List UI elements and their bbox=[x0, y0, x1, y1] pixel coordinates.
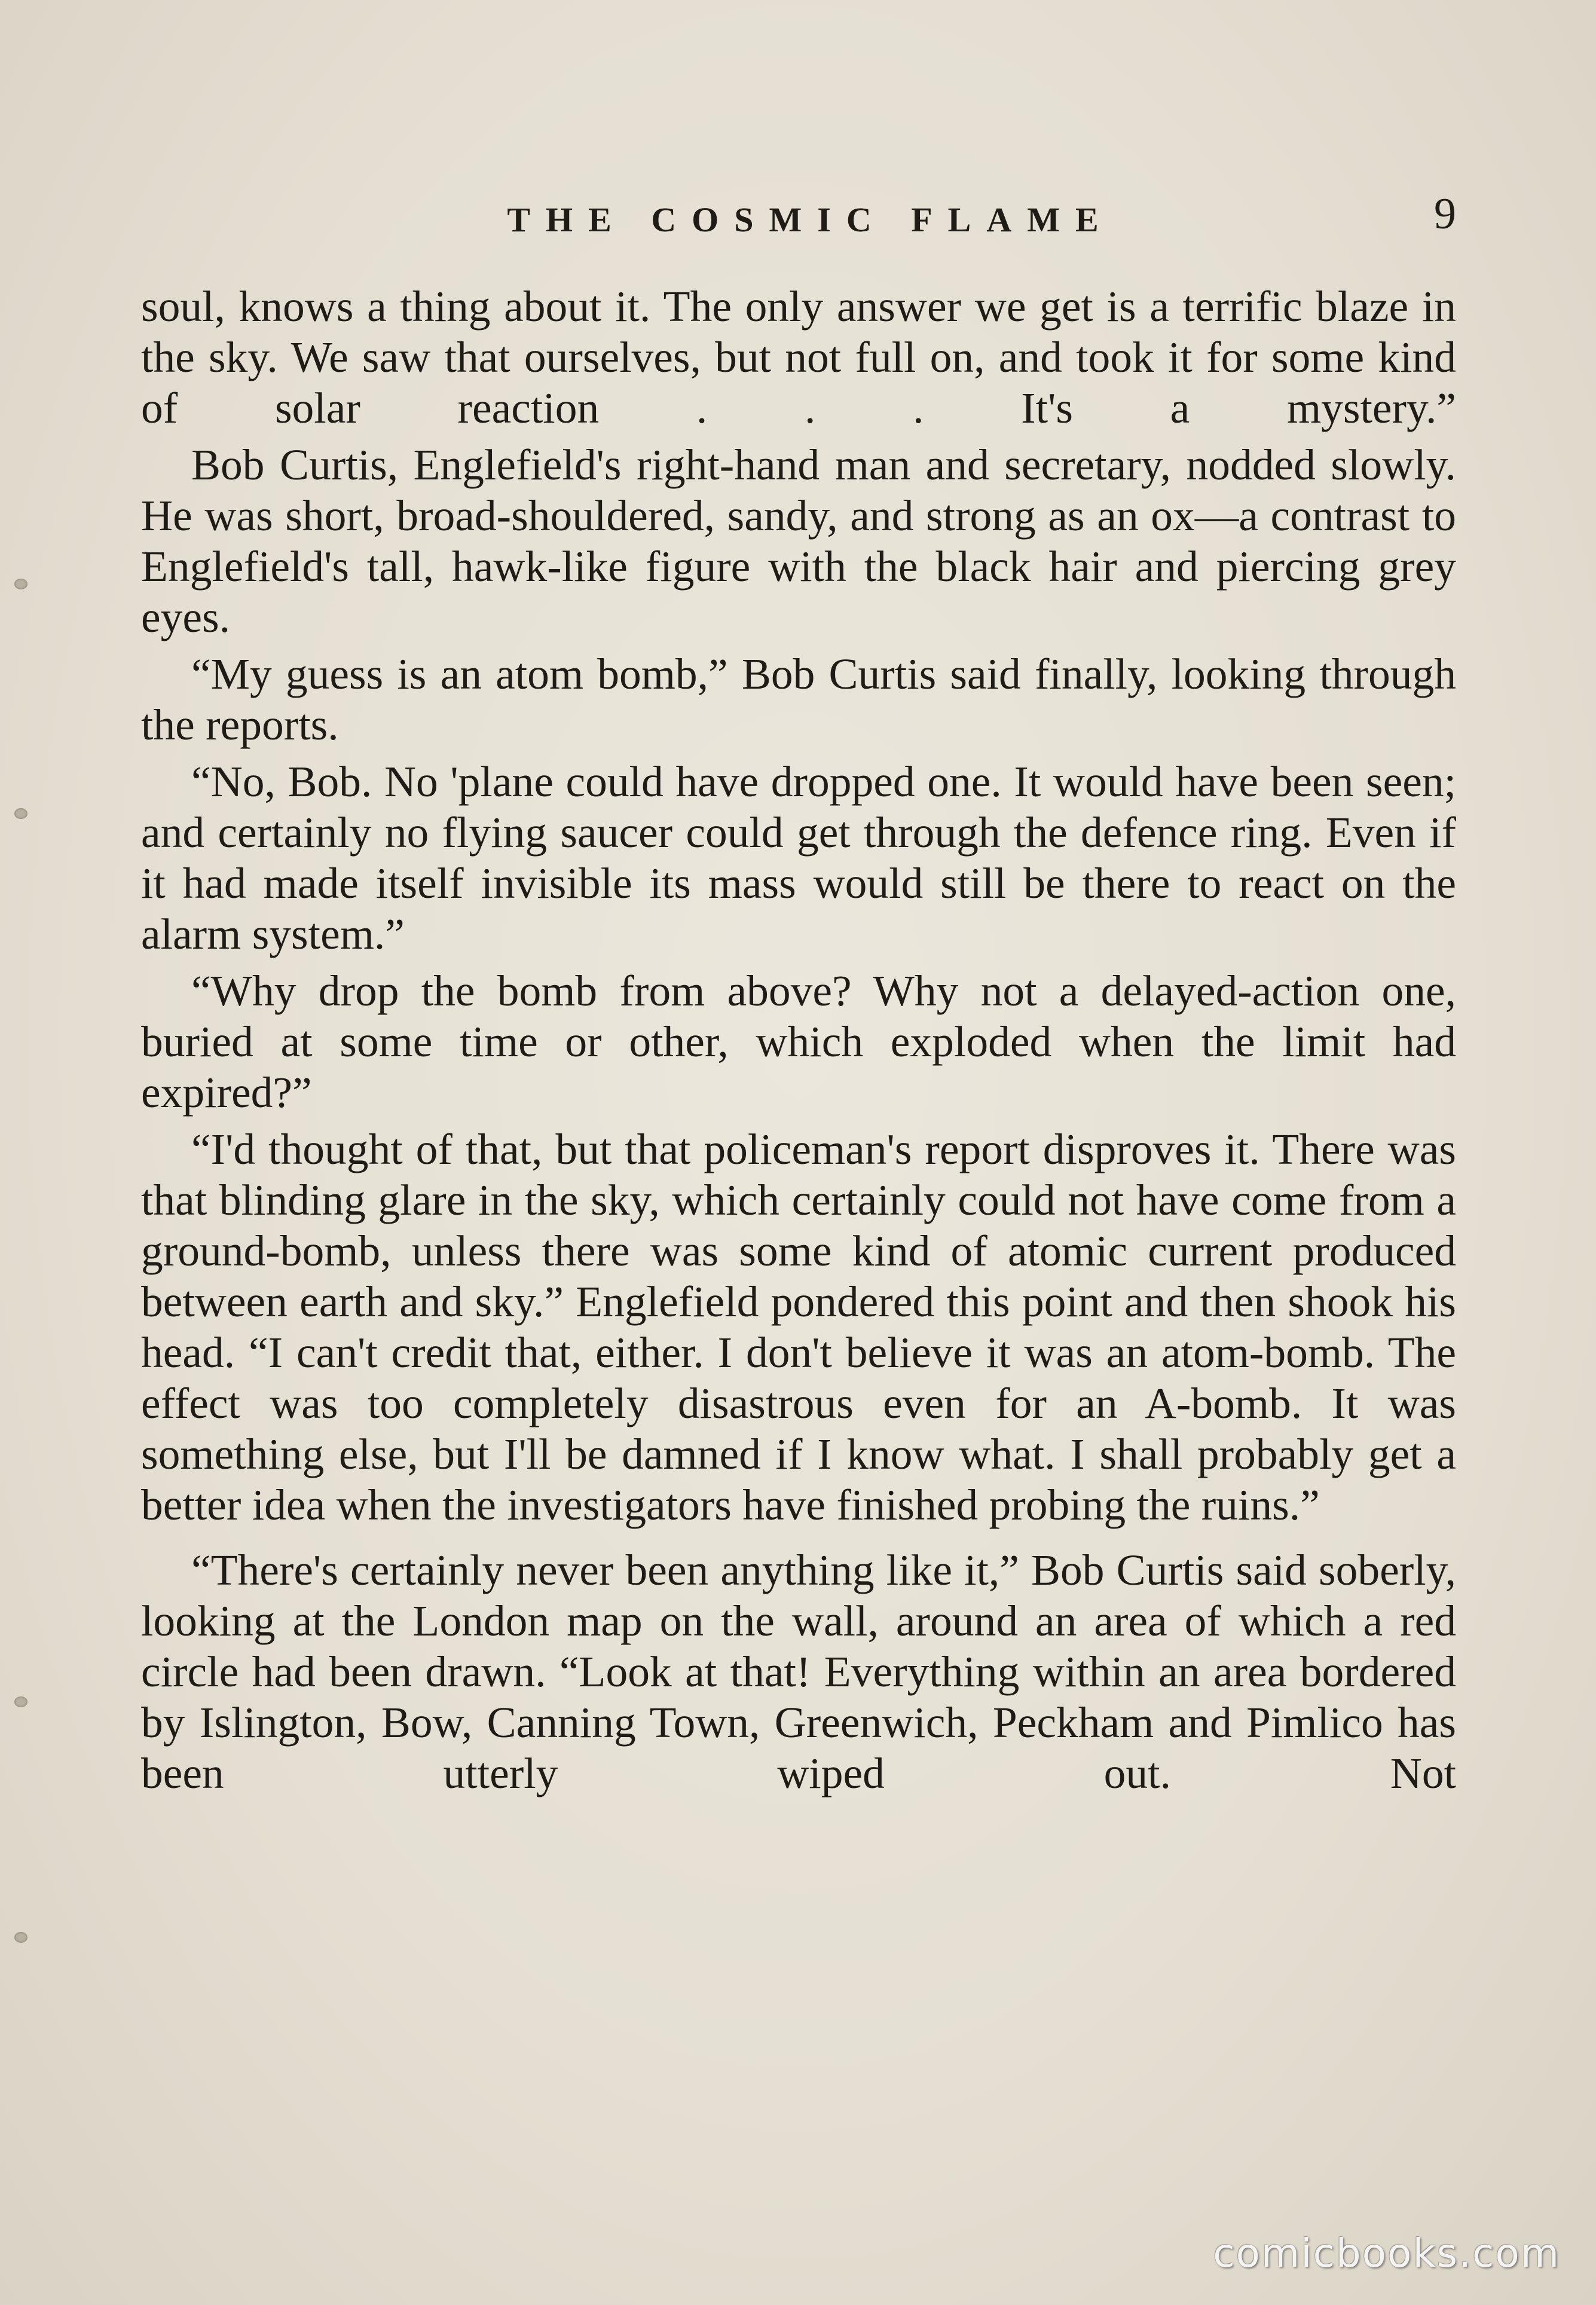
page-number: 9 bbox=[1434, 189, 1456, 239]
paragraph: “My guess is an atom bomb,” Bob Curtis said finally, looking through the reports. bbox=[141, 650, 1456, 749]
paragraph: “Why drop the bomb from above? Why not a delayed-action one, buried at some time or other, which exploded when the limit had expired?” bbox=[141, 967, 1456, 1117]
paragraph: soul, knows a thing about it. The only answer we get is a terrific blaze in the sky. We saw that ourselves, but not full on, and took it for some kind of solar reaction . . . It's a mystery.” bbox=[141, 282, 1456, 432]
binding-hole bbox=[14, 808, 27, 819]
paragraph: “I'd thought of that, but that policeman's report disproves it. There was that blinding glare in the sky, which certainly could not have come from a ground-bomb, unless there was some kind of atomic current produced between earth and sky.” Englefield pondered this point and then shook his head. “I can't credit that, either. I don't believe it was an atom-bomb. The effect was too completely disastrous even for an A-bomb. It was something else, but I'll be damned if I know what. I shall probably get a better idea when the investigators have finished probing the ruins.” bbox=[141, 1125, 1456, 1529]
binding-hole bbox=[14, 1932, 27, 1943]
paragraph: Bob Curtis, Englefield's right-hand man and secretary, nodded slowly. He was short, broad-shouldered, sandy, and strong as an ox—a contrast to Englefield's tall, hawk-like figure with the black hair and piercing grey eyes. bbox=[141, 441, 1456, 641]
running-title: THE COSMIC FLAME bbox=[507, 200, 1114, 239]
page-header bbox=[141, 190, 1456, 256]
paragraph: “No, Bob. No 'plane could have dropped one. It would have been seen; and certainly no flying saucer could get through the defence ring. Even if it had made itself invisible its mass would still be there to react on the alarm system.” bbox=[141, 757, 1456, 958]
body-text bbox=[141, 281, 1456, 1799]
binding-hole bbox=[14, 579, 27, 589]
watermark: comicbooks.com bbox=[1213, 2230, 1560, 2276]
binding-hole bbox=[14, 1696, 27, 1707]
paragraph: “There's certainly never been anything like it,” Bob Curtis said soberly, looking at the London map on the wall, around an area of which a red circle had been drawn. “Look at that! Everything within an area bordered by Islington, Bow, Canning Town, Greenwich, Peckham and Pimlico has been utterly wiped out. Not bbox=[141, 1546, 1456, 1797]
